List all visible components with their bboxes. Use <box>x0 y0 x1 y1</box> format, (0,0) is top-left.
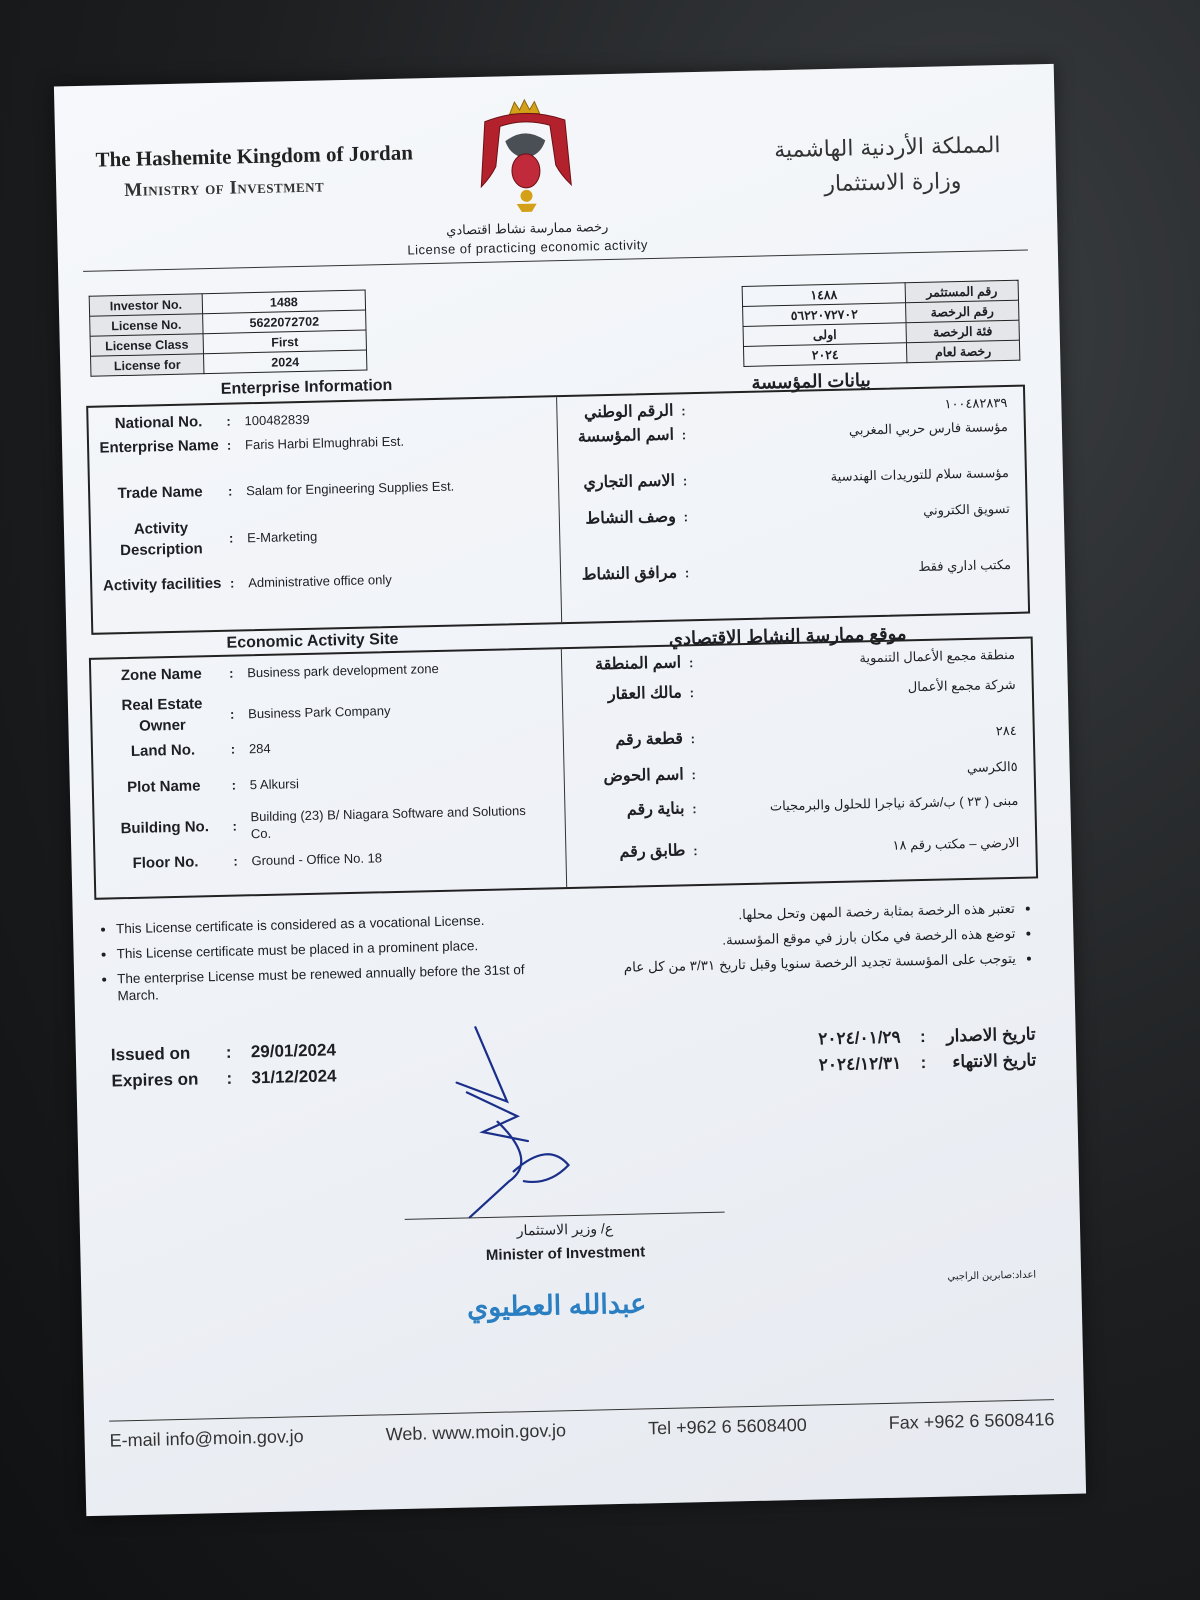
site-info-box <box>89 636 1038 899</box>
dates-english <box>111 1040 337 1097</box>
footer-fax: Fax +962 6 5608416 <box>888 1409 1055 1433</box>
field-colon: : <box>227 483 233 499</box>
field-row-ar <box>574 417 1014 447</box>
field-label-ar: مرافق النشاط <box>581 564 678 584</box>
field-value-en: Building (23) B/ Niagara Software and Solutions Co. <box>250 803 526 842</box>
field-row-en <box>101 510 542 562</box>
field-colon: : <box>689 684 695 700</box>
field-label-ar: مالك العقار <box>607 684 683 704</box>
footer-email: E-mail info@moin.gov.jo <box>109 1426 304 1451</box>
field-value-ar: مبنى ( ٢٣ ) ب/شركة نياجرا للحلول والبرمجيات <box>769 792 1019 814</box>
field-colon: : <box>228 665 234 681</box>
field-colon: : <box>230 741 236 757</box>
dates-arabic <box>818 1025 1037 1082</box>
field-colon: : <box>693 842 698 858</box>
field-colon: : <box>691 766 697 782</box>
field-label-en: Real Estate Owner <box>121 695 203 735</box>
field-colon: : <box>229 706 235 722</box>
issued-date: 29/01/2024 <box>250 1040 337 1062</box>
jordan-coat-of-arms-icon <box>469 95 582 217</box>
field-row-ar <box>577 555 1017 585</box>
license-info-table-en <box>89 290 368 377</box>
enterprise-title-ar: بيانات المؤسسة <box>751 370 872 393</box>
header-english <box>95 140 414 202</box>
header-arabic <box>774 133 1002 198</box>
field-value-ar: منطقة مجمع الأعمال التنموية <box>859 646 1016 666</box>
expires-on-row-ar: تاريخ الانتهاء:٢٠٢٤/١٢/٣١ <box>818 1050 1037 1075</box>
field-label-en: Activity Description <box>119 519 203 560</box>
expires-date-ar: ٢٠٢٤/١٢/٣١ <box>818 1053 902 1075</box>
field-label-en: Building No. <box>120 817 210 837</box>
license-label: رخصة لعام <box>906 340 1019 363</box>
notes-english <box>98 910 560 1012</box>
field-label-en: Land No. <box>130 741 196 760</box>
license-label: رقم الرخصة <box>906 300 1019 323</box>
field-value-ar: الارضي – مكتب رقم ١٨ <box>892 834 1020 853</box>
country-name-ar: المملكة الأردنية الهاشمية <box>773 133 1001 164</box>
field-row-en <box>101 656 541 687</box>
minister-title-ar: ع/ وزير الاستثمار <box>516 1220 614 1239</box>
field-value-en: Ground - Office No. 18 <box>251 850 383 869</box>
license-label: License No. <box>90 314 203 337</box>
issued-label-ar: تاريخ الاصدار <box>946 1024 1036 1046</box>
prepared-by: اعداد:صابرين الراجبي <box>947 1269 1037 1283</box>
field-value-ar: شركة مجمع الأعمال <box>907 676 1016 695</box>
note-item: • يتوجب على المؤسسة تجديد الرخصة سنويا وقبل تاريخ ٣/٣١ من كل عام <box>614 950 1016 976</box>
license-label: فئة الرخصة <box>906 320 1019 343</box>
expires-label-ar: تاريخ الانتهاء <box>952 1050 1037 1072</box>
license-value: ٥٦٢٢٠٧٢٧٠٢ <box>743 303 906 327</box>
enterprise-title-en: Enterprise Information <box>220 376 393 398</box>
field-colon: : <box>226 437 232 453</box>
field-label-ar: الاسم التجاري <box>583 472 676 492</box>
expires-label: Expires on <box>111 1069 199 1091</box>
field-value-en: Salam for Engineering Supplies Est. <box>245 478 455 499</box>
expires-date: 31/12/2024 <box>251 1066 337 1088</box>
minister-name-stamp: عبدالله العطيوي <box>466 1288 647 1323</box>
column-divider <box>556 397 562 622</box>
issued-on-row: Issued on : 29/01/2024 <box>110 1040 337 1065</box>
column-divider <box>561 649 567 887</box>
field-row-ar <box>576 499 1016 529</box>
note-item: • توضع هذه الرخصة في مكان بارز في موقع المؤسسة. <box>613 925 1015 951</box>
field-colon: : <box>681 426 687 442</box>
field-row-en <box>100 474 540 505</box>
field-value-en: E-Marketing <box>247 528 318 545</box>
field-label-en: National No. <box>114 413 203 433</box>
field-colon: : <box>688 654 694 670</box>
field-value-en: Business Park Company <box>248 702 391 721</box>
field-colon: : <box>681 402 686 418</box>
issued-label: Issued on <box>110 1043 191 1065</box>
field-value-en: 100482839 <box>244 411 310 429</box>
field-label-ar: اسم الحوض <box>603 766 684 786</box>
license-value: ١٤٨٨ <box>742 283 905 307</box>
field-value-en: 284 <box>248 740 271 757</box>
field-row-ar <box>575 463 1015 493</box>
note-item: • تعتبر هذه الرخصة بمثابة رخصة المهن وتحل محلها. <box>613 900 1015 926</box>
expires-on-row: Expires on : 31/12/2024 <box>111 1066 337 1091</box>
field-row-ar <box>584 791 1024 821</box>
ministry-name-ar: وزارة الاستثمار <box>824 168 962 198</box>
license-label: License Class <box>90 334 203 357</box>
field-row-ar <box>581 645 1021 675</box>
license-label: Investor No. <box>89 294 202 317</box>
issued-on-row-ar: تاريخ الاصدار:٢٠٢٤/٠١/٢٩ <box>817 1024 1036 1049</box>
ministry-name-en: Ministry of Investment <box>124 175 325 201</box>
field-value-en: Business park development zone <box>247 660 439 681</box>
site-title-en: Economic Activity Site <box>226 630 399 652</box>
issued-date-ar: ٢٠٢٤/٠١/٢٩ <box>817 1027 901 1049</box>
footer-web: Web. www.moin.gov.jo <box>385 1420 567 1445</box>
field-value-ar: ١٠٠٤٨٢٨٣٩ <box>944 394 1008 412</box>
field-row-en <box>102 566 542 597</box>
license-value: اولى <box>743 323 906 347</box>
country-name-en: The Hashemite Kingdom of Jordan <box>95 140 414 172</box>
field-value-en: 5 Alkursi <box>249 776 300 793</box>
license-value: ٢٠٢٤ <box>743 343 906 367</box>
field-colon: : <box>690 730 696 746</box>
field-row-en <box>104 768 544 799</box>
license-value: First <box>203 330 366 354</box>
license-label: License for <box>91 354 204 377</box>
field-label-en: Plot Name <box>126 777 201 797</box>
field-value-ar: مؤسسة فارس حربي المغربي <box>848 418 1009 438</box>
license-value: 5622072702 <box>203 310 366 334</box>
field-label-en: Activity facilities <box>102 574 222 595</box>
field-colon: : <box>232 818 238 834</box>
field-value-ar: مؤسسة سلام للتوريدات الهندسية <box>830 464 1010 485</box>
license-info-table-ar <box>742 280 1021 367</box>
license-value: 2024 <box>204 350 367 374</box>
field-colon: : <box>229 575 235 591</box>
field-row-en <box>104 802 545 846</box>
field-label-ar: الرقم الوطني <box>583 402 674 422</box>
field-row-ar <box>583 721 1023 751</box>
field-colon: : <box>233 853 238 869</box>
enterprise-info-box <box>86 385 1030 635</box>
field-value-ar: ٥الكرسي <box>966 758 1018 775</box>
note-item: • The enterprise License must be renewed annually before the 31st of March. <box>117 960 560 1004</box>
field-colon: : <box>228 530 234 546</box>
note-item: • This License certificate must be placed in a prominent place. <box>116 935 558 962</box>
field-label-ar: وصف النشاط <box>585 508 677 528</box>
field-label-ar: اسم المؤسسة <box>577 426 675 446</box>
license-title-en: License of practicing economic activity <box>407 237 649 258</box>
field-colon: : <box>692 800 697 816</box>
field-colon: : <box>684 564 690 580</box>
field-label-ar: طابق رقم <box>619 842 686 861</box>
license-title-ar: رخصة ممارسة نشاط اقتصادي <box>446 218 609 238</box>
field-label-en: Floor No. <box>132 853 199 872</box>
field-colon: : <box>226 413 231 429</box>
field-row-en <box>103 732 543 763</box>
minister-title-en: Minister of Investment <box>485 1243 646 1265</box>
note-item: • This License certificate is considered as a vocational License. <box>116 910 558 937</box>
license-label: رقم المستثمر <box>905 280 1018 303</box>
license-title <box>357 217 698 259</box>
notes-arabic <box>613 900 1035 985</box>
minister-signature <box>435 1019 619 1223</box>
field-row-ar <box>585 833 1025 863</box>
license-document <box>54 64 1086 1516</box>
field-row-ar <box>583 757 1023 787</box>
field-value-en: Administrative office only <box>248 571 392 591</box>
field-label-en: Enterprise Name <box>99 436 219 457</box>
field-colon: : <box>683 508 689 524</box>
field-colon: : <box>231 777 237 793</box>
field-value-ar: ٢٨٤ <box>995 722 1017 739</box>
field-value-ar: مكتب اداري فقط <box>918 556 1012 575</box>
field-row-en <box>102 686 543 738</box>
site-title-ar: موقع ممارسة النشاط الاقتصادي <box>668 623 907 649</box>
field-label-ar: بناية رقم <box>626 800 685 819</box>
field-value-en: Faris Harbi Elmughrabi Est. <box>244 433 405 453</box>
field-row-en <box>105 844 545 875</box>
field-colon: : <box>682 472 688 488</box>
footer-contact <box>109 1409 1054 1451</box>
field-value-ar: تسويق الكتروني <box>922 500 1010 518</box>
license-value: 1488 <box>202 290 365 314</box>
field-label-en: Zone Name <box>120 665 202 685</box>
field-label-en: Trade Name <box>117 483 203 503</box>
footer-tel: Tel +962 6 5608400 <box>647 1414 807 1439</box>
field-label-ar: اسم المنطقة <box>594 654 682 674</box>
field-row-ar <box>582 675 1022 705</box>
field-label-ar: قطعة رقم <box>615 730 684 749</box>
